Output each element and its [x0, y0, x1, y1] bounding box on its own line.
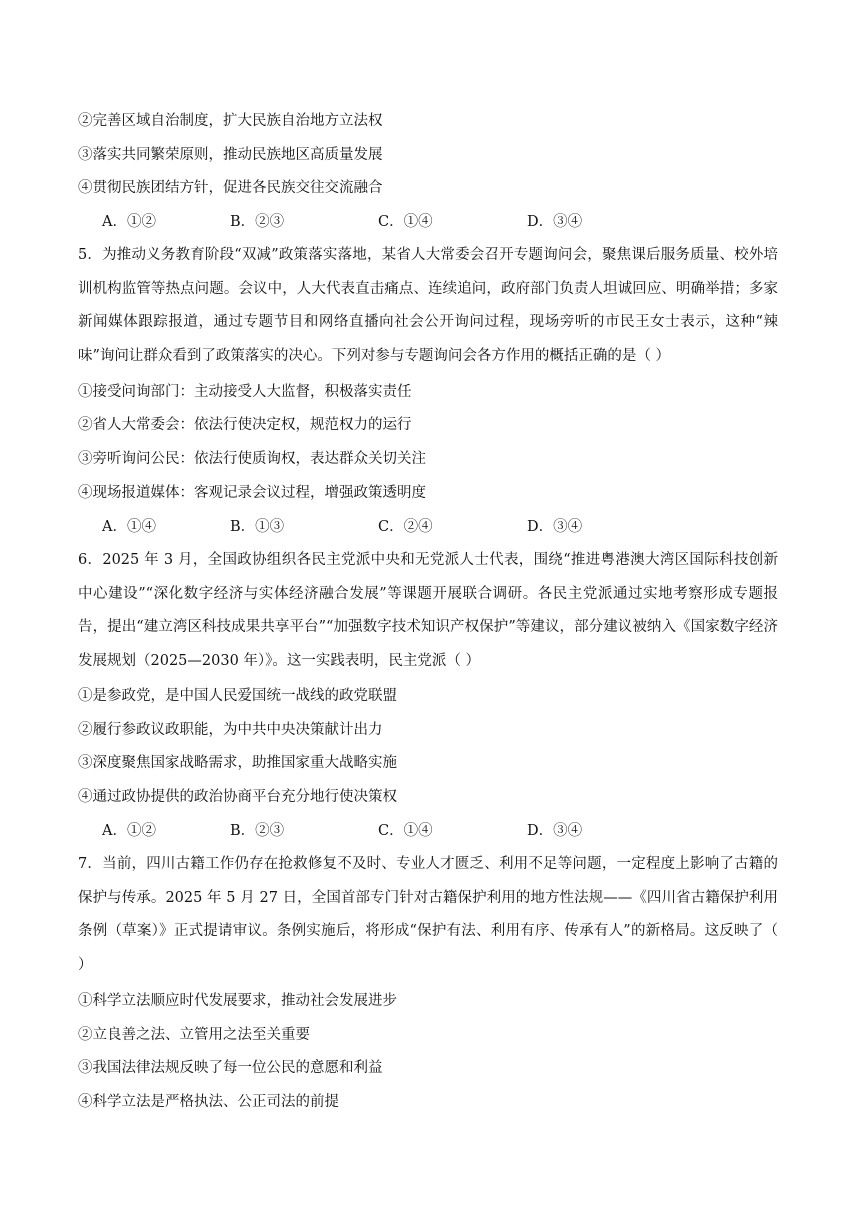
- q5-option-b[interactable]: B．①③: [230, 519, 285, 535]
- q5-item-4: ④现场报道媒体：客观记录会议过程，增强政策透明度: [78, 485, 426, 501]
- q5-option-a[interactable]: A．①④: [102, 519, 156, 535]
- q7-item-2: ②立良善之法、立管用之法至关重要: [78, 1027, 310, 1043]
- q5-item-2: ②省人大常委会：依法行使决定权，规范权力的运行: [78, 417, 412, 433]
- q4-options: [102, 212, 722, 232]
- q6-option-c[interactable]: C．①④: [378, 823, 433, 839]
- q6-item-3: ③深度聚焦国家战略需求，助推国家重大战略实施: [78, 755, 397, 771]
- q6-item-1: ①是参政党，是中国人民爱国统一战线的政党联盟: [78, 688, 397, 704]
- q6-option-a[interactable]: A．①②: [102, 823, 156, 839]
- q6-options: [102, 821, 722, 841]
- q7-item-1: ①科学立法顺应时代发展要求，推动社会发展进步: [78, 993, 397, 1009]
- q6-item-4: ④通过政协提供的政治协商平台充分地行使决策权: [78, 789, 397, 805]
- q5-item-1: ①接受问询部门：主动接受人大监督，积极落实责任: [78, 384, 412, 400]
- q5-stem: 5．为推动义务教育阶段“双减”政策落实落地，某省人大常委会召开专题询问会，聚焦课后服务质量、校外培训机构监管等热点问题。会议中，人大代表直击痛点、连续追问，政府部门负责人坦诚回应、明确举措；多家新闻媒体跟踪报道，通过专题节目和网络直播向社会公开询问过程，现场旁听的市民王女士表示，这种“辣味”询问让群众看到了政策落实的决心。下列对参与专题询问会各方作用的概括正确的是（ ）: [78, 247, 778, 364]
- q6-item-2: ②履行参政议政职能，为中共中央决策献计出力: [78, 722, 383, 738]
- q4-option-a[interactable]: A．①②: [102, 214, 156, 230]
- q7-item-4: ④科学立法是严格执法、公正司法的前提: [78, 1094, 339, 1110]
- q6-option-d[interactable]: D．③④: [527, 823, 583, 839]
- q6-option-b[interactable]: B．②③: [230, 823, 285, 839]
- q4-option-b[interactable]: B．②③: [230, 214, 285, 230]
- q5-item-3: ③旁听询问公民：依法行使质询权，表达群众关切关注: [78, 451, 426, 467]
- q4-item-3: ③落实共同繁荣原则，推动民族地区高质量发展: [78, 147, 383, 163]
- q6-stem: 6．2025 年 3 月，全国政协组织各民主党派中央和无党派人士代表，围绕“推进粤港澳大湾区国际科技创新中心建设”“深化数字经济与实体经济融合发展”等课题开展联合调研。各民主党派通过实地考察形成专题报告，提出“建立湾区科技成果共享平台”“加强数字技术知识产权保护”等建议，部分建议被纳入《国家数字经济发展规划（2025—2030 年）》。这一实践表明，民主党派（ ）: [78, 552, 778, 669]
- q4-option-d[interactable]: D．③④: [527, 214, 583, 230]
- q5-option-d[interactable]: D．③④: [527, 519, 583, 535]
- q4-item-2: ②完善区域自治制度，扩大民族自治地方立法权: [78, 113, 383, 129]
- q7-item-3: ③我国法律法规反映了每一位公民的意愿和利益: [78, 1060, 383, 1076]
- q5-option-c[interactable]: C．②④: [378, 519, 433, 535]
- q4-option-c[interactable]: C．①④: [378, 214, 433, 230]
- q5-options: [102, 517, 722, 537]
- q4-item-4: ④贯彻民族团结方针，促进各民族交往交流融合: [78, 180, 383, 196]
- q7-stem: 7．当前，四川古籍工作仍存在抢救修复不及时、专业人才匮乏、利用不足等问题，一定程度上影响了古籍的保护与传承。2025 年 5 月 27 日，全国首部专门针对古籍保护利用的地方性法规——《四川省古籍保护利用条例（草案）》正式提请审议。条例实施后，将形成“保护有法、利用有序、传承有人”的新格局。这反映了（ ）: [78, 856, 778, 973]
